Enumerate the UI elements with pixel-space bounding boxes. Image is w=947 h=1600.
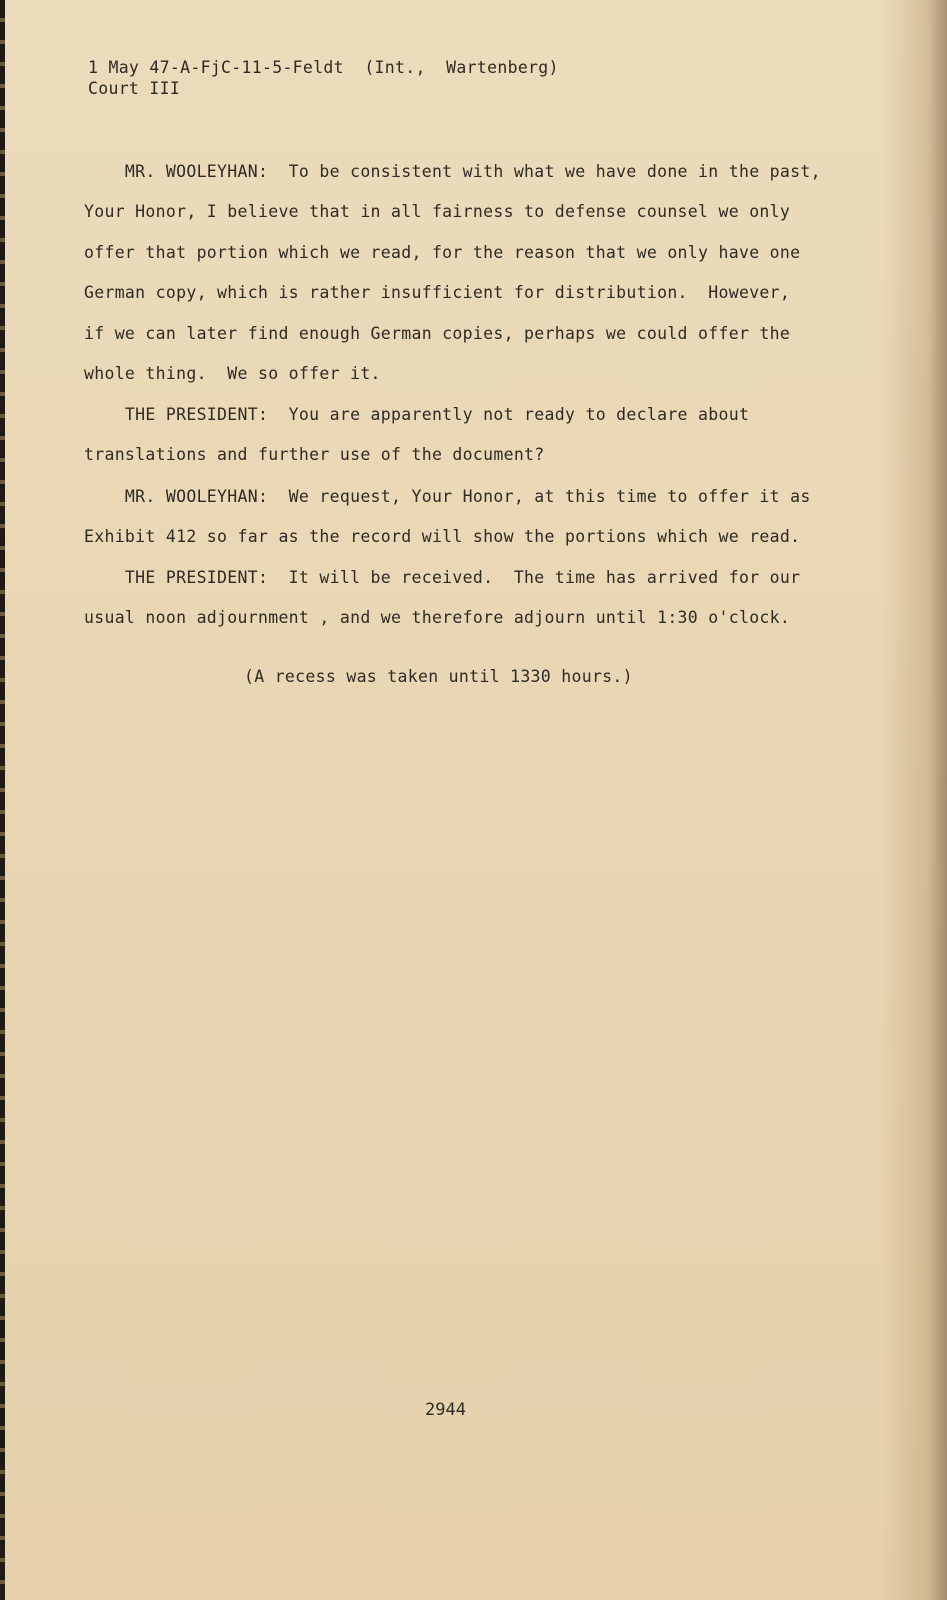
body-line: Exhibit 412 so far as the record will show the portions which we read. xyxy=(84,527,801,546)
body-line: translations and further use of the document? xyxy=(84,445,545,464)
body-line: whole thing. We so offer it. xyxy=(84,364,381,383)
recess-note: (A recess was taken until 1330 hours.) xyxy=(244,667,633,686)
body-line: German copy, which is rather insufficient for distribution. However, xyxy=(84,283,791,302)
scan-edge xyxy=(0,0,5,1600)
body-line: THE PRESIDENT: It will be received. The time has arrived for our xyxy=(84,568,801,587)
body-line: if we can later find enough German copies, perhaps we could offer the xyxy=(84,324,791,343)
page-number: 2944 xyxy=(425,1400,466,1420)
header-reference: 1 May 47-A-FjC-11-5-Feldt (Int., Wartenberg) xyxy=(88,58,559,77)
body-line: offer that portion which we read, for the reason that we only have one xyxy=(84,243,801,262)
header-court: Court III xyxy=(88,79,181,98)
body-line: MR. WOOLEYHAN: To be consistent with what we have done in the past, xyxy=(84,162,821,181)
body-line: usual noon adjournment , and we therefore adjourn until 1:30 o'clock. xyxy=(84,608,791,627)
body-line: THE PRESIDENT: You are apparently not ready to declare about xyxy=(84,405,750,424)
body-line: Your Honor, I believe that in all fairness to defense counsel we only xyxy=(84,202,791,221)
body-line: MR. WOOLEYHAN: We request, Your Honor, at this time to offer it as xyxy=(84,487,811,506)
